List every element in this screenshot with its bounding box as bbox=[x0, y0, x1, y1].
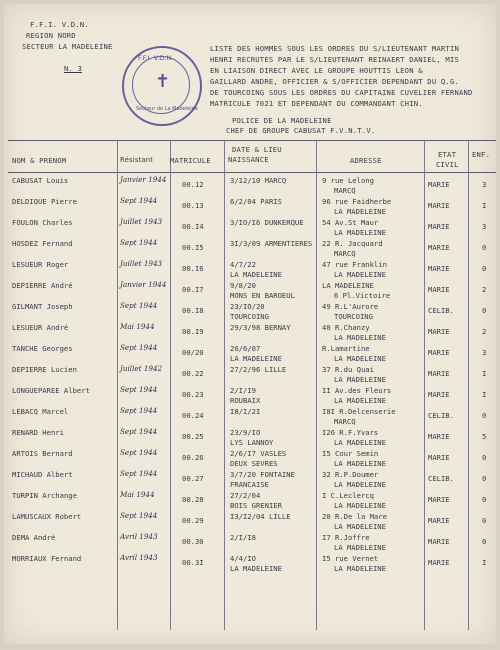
cell-date: 3/IO/I6 DUNKERQUE bbox=[230, 218, 304, 227]
cell-name: LEBACQ Marcel bbox=[12, 407, 69, 416]
col-header-etat: ETAT bbox=[438, 150, 457, 159]
column-divider bbox=[117, 140, 118, 630]
cell-enfants: I bbox=[482, 201, 487, 210]
cell-name: MORRIAUX Fernand bbox=[12, 554, 82, 563]
cell-date: 2/I/I9 bbox=[230, 386, 256, 395]
cell-enfants: 0 bbox=[482, 264, 487, 273]
cell-etat-civil: MARIE bbox=[428, 201, 450, 210]
cell-name: LESUEUR Roger bbox=[12, 260, 69, 269]
cell-date-line2: FRANCAISE bbox=[230, 480, 269, 489]
cell-address-line2: LA MADELEINE bbox=[334, 501, 386, 510]
cell-etat-civil: MARIE bbox=[428, 180, 450, 189]
cell-date: 23/9/IO bbox=[230, 428, 261, 437]
cell-address-line2: MARCQ bbox=[334, 186, 356, 195]
police-line: POLICE DE LA MADELEINE bbox=[232, 116, 332, 125]
cell-etat-civil: MARIE bbox=[428, 222, 450, 231]
col-header-adresse: ADRESSE bbox=[350, 156, 382, 165]
col-header-date1: DATE & LIEU bbox=[232, 145, 282, 154]
cell-name: DEMA André bbox=[12, 533, 56, 542]
col-header-name: NOM & PRENOM bbox=[12, 156, 67, 165]
header-secteur: SECTEUR LA MADELEINE bbox=[22, 42, 113, 51]
cell-etat-civil: MARIE bbox=[428, 390, 450, 399]
cell-date: 4/7/22 bbox=[230, 260, 256, 269]
cell-date: 3I/3/09 ARMENTIERES bbox=[230, 239, 313, 248]
cell-matricule: 00.I5 bbox=[182, 243, 204, 252]
cell-etat-civil: MARIE bbox=[428, 558, 450, 567]
cell-etat-civil: MARIE bbox=[428, 348, 450, 357]
cell-name: FOULON Charles bbox=[12, 218, 73, 227]
cell-date: I3/I2/04 LILLE bbox=[230, 512, 291, 521]
cell-enfants: 0 bbox=[482, 495, 487, 504]
cell-date: 2/I/I8 bbox=[230, 533, 256, 542]
cell-address: 9 rue Lelong bbox=[322, 176, 374, 185]
stamp-bottom-text: Secteur de La Madeleine bbox=[136, 106, 198, 112]
cell-etat-civil: CELIB. bbox=[428, 306, 454, 315]
cell-matricule: 00.I9 bbox=[182, 327, 204, 336]
cell-resistant: Juillet 1943 bbox=[120, 217, 163, 226]
cell-address-line2: LA MADELEINE bbox=[334, 438, 386, 447]
cell-resistant: Sept 1944 bbox=[120, 343, 158, 352]
cell-etat-civil: MARIE bbox=[428, 432, 450, 441]
cell-address-line2: TOURCOING bbox=[334, 312, 373, 321]
cell-matricule: 00.I7 bbox=[182, 285, 204, 294]
cell-address-line2: LA MADELEINE bbox=[334, 543, 386, 552]
cell-resistant: Janvier 1944 bbox=[120, 280, 167, 289]
cell-etat-civil: MARIE bbox=[428, 285, 450, 294]
cell-date: 6/2/04 PARIS bbox=[230, 197, 282, 206]
cell-address: I26 R.F.Yvars bbox=[322, 428, 379, 437]
cell-resistant: Sept 1944 bbox=[120, 238, 158, 247]
cell-enfants: 0 bbox=[482, 243, 487, 252]
document-number: N. 3 bbox=[64, 64, 83, 73]
cell-name: TANCHE Georges bbox=[12, 344, 73, 353]
col-header-enf: ENF. bbox=[472, 150, 491, 159]
table-top-rule bbox=[8, 140, 496, 141]
cell-resistant: Sept 1944 bbox=[120, 427, 158, 436]
cell-matricule: 00.I6 bbox=[182, 264, 204, 273]
cell-enfants: 2 bbox=[482, 285, 487, 294]
cell-etat-civil: MARIE bbox=[428, 453, 450, 462]
cell-matricule: 00.I4 bbox=[182, 222, 204, 231]
cell-etat-civil: MARIE bbox=[428, 264, 450, 273]
cell-resistant: Sept 1944 bbox=[120, 448, 158, 457]
lorraine-cross-icon: ✝ bbox=[155, 71, 171, 92]
cell-etat-civil: MARIE bbox=[428, 243, 450, 252]
cell-date-line2: LYS LANNOY bbox=[230, 438, 274, 447]
cell-matricule: 00.30 bbox=[182, 537, 204, 546]
cell-address: 22 R. Jacquard bbox=[322, 239, 383, 248]
cell-enfants: 3 bbox=[482, 348, 487, 357]
cell-address: 37 R.du Quai bbox=[322, 365, 374, 374]
cell-address-line2: LA MADELEINE bbox=[334, 522, 386, 531]
cell-date-line2: DEUX SEVRES bbox=[230, 459, 278, 468]
title-line: LISTE DES HOMMES SOUS LES ORDRES DU S/LIEUTENANT MARTIN bbox=[210, 44, 459, 53]
cell-resistant: Sept 1944 bbox=[120, 469, 158, 478]
cell-date-line2: ROUBAIX bbox=[230, 396, 261, 405]
cell-enfants: 3 bbox=[482, 180, 487, 189]
cell-resistant: Sept 1944 bbox=[120, 406, 158, 415]
cell-date: 2/6/I7 VASLES bbox=[230, 449, 287, 458]
cell-resistant: Avril 1943 bbox=[120, 532, 158, 541]
col-header-date2: NAISSANCE bbox=[228, 155, 269, 164]
title-line: HENRI RECRUTES PAR LE S/LIEUTENANT REINAERT DANIEL, MIS bbox=[210, 55, 459, 64]
cell-name: RENARD Henri bbox=[12, 428, 64, 437]
cell-resistant: Avril 1943 bbox=[120, 553, 158, 562]
cell-address-line2: LA MADELEINE bbox=[334, 270, 386, 279]
cell-address: I5 Cour Semin bbox=[322, 449, 379, 458]
cell-address-line2: MARCQ bbox=[334, 417, 356, 426]
cell-address: I8I R.Delcenserie bbox=[322, 407, 396, 416]
cell-date: 3/7/20 FONTAINE bbox=[230, 470, 295, 479]
cell-enfants: 5 bbox=[482, 432, 487, 441]
cell-name: DEPIERRE André bbox=[12, 281, 73, 290]
cell-matricule: 00.25 bbox=[182, 432, 204, 441]
cell-enfants: 2 bbox=[482, 327, 487, 336]
cell-etat-civil: MARIE bbox=[428, 369, 450, 378]
cell-date: 23/IO/20 bbox=[230, 302, 265, 311]
cell-resistant: Juillet 1942 bbox=[120, 364, 163, 373]
cell-enfants: 0 bbox=[482, 306, 487, 315]
cell-enfants: 0 bbox=[482, 516, 487, 525]
cell-name: MICHAUD Albert bbox=[12, 470, 73, 479]
column-divider bbox=[424, 140, 425, 630]
cell-date: 4/4/IO bbox=[230, 554, 256, 563]
cell-address: LA MADELEINE bbox=[322, 281, 374, 290]
document-sheet bbox=[4, 4, 496, 644]
cell-matricule: 00.I8 bbox=[182, 306, 204, 315]
cell-etat-civil: MARIE bbox=[428, 537, 450, 546]
cell-matricule: 00/20 bbox=[182, 348, 204, 357]
cell-matricule: 00.23 bbox=[182, 390, 204, 399]
cell-matricule: 00.29 bbox=[182, 516, 204, 525]
col-header-civil: CIVIL bbox=[436, 160, 459, 169]
cell-matricule: 00.27 bbox=[182, 474, 204, 483]
column-divider bbox=[224, 140, 225, 630]
cell-enfants: 0 bbox=[482, 411, 487, 420]
cell-date: 29/3/98 BERNAY bbox=[230, 323, 291, 332]
cell-date: I8/I/2I bbox=[230, 407, 261, 416]
column-divider bbox=[316, 140, 317, 630]
cell-address-line2: MARCQ bbox=[334, 249, 356, 258]
cell-resistant: Sept 1944 bbox=[120, 385, 158, 394]
cell-matricule: 00.13 bbox=[182, 201, 204, 210]
title-line: GAILLARD ANDRE, OFFICIER & S/OFFICIER DEPENDANT DU Q.G. bbox=[210, 77, 459, 86]
cell-matricule: 00.3I bbox=[182, 558, 204, 567]
cell-address-line2: 6 Pl.Victoire bbox=[334, 291, 391, 300]
cell-resistant: Sept 1944 bbox=[120, 511, 158, 520]
cell-date-line2: TOURCOING bbox=[230, 312, 269, 321]
cell-etat-civil: CELIB. bbox=[428, 474, 454, 483]
cell-resistant: Sept 1944 bbox=[120, 196, 158, 205]
cell-name: LONGUEPAREE Albert bbox=[12, 386, 90, 395]
cell-name: LAMUSCAUX Robert bbox=[12, 512, 82, 521]
cell-date-line2: BOIS GRENIER bbox=[230, 501, 282, 510]
cell-address-line2: LA MADELEINE bbox=[334, 354, 386, 363]
cell-date: 9/8/20 bbox=[230, 281, 256, 290]
cell-matricule: 00.26 bbox=[182, 453, 204, 462]
cell-address: 32 R.P.Doumer bbox=[322, 470, 379, 479]
title-line: DE TOURCOING SOUS LES ORDRES DU CAPITAINE CUVELIER FERNAND bbox=[210, 88, 473, 97]
cell-name: TURPIN Archange bbox=[12, 491, 77, 500]
cell-resistant: Mai 1944 bbox=[120, 322, 155, 331]
cell-enfants: 0 bbox=[482, 453, 487, 462]
column-divider bbox=[170, 140, 171, 630]
cell-etat-civil: MARIE bbox=[428, 495, 450, 504]
cell-address: 47 rue Franklin bbox=[322, 260, 387, 269]
cell-address: I C.Leclercq bbox=[322, 491, 374, 500]
cell-etat-civil: MARIE bbox=[428, 327, 450, 336]
cell-matricule: 00.24 bbox=[182, 411, 204, 420]
cell-address: 49 R.L'Aurore bbox=[322, 302, 379, 311]
cell-enfants: I bbox=[482, 558, 487, 567]
cell-address-line2: LA MADELEINE bbox=[334, 459, 386, 468]
cell-date-line2: MONS EN BAROEUL bbox=[230, 291, 295, 300]
cell-address-line2: LA MADELEINE bbox=[334, 207, 386, 216]
cell-enfants: I bbox=[482, 390, 487, 399]
cell-date: 26/6/07 bbox=[230, 344, 261, 353]
header-region: REGION NORD bbox=[26, 31, 76, 40]
title-line: MATRICULE 7021 ET DEPENDANT DU COMMANDANT CHIN. bbox=[210, 99, 423, 108]
cell-address: 54 Av.St Maur bbox=[322, 218, 379, 227]
cell-date: 3/12/10 MARCQ bbox=[230, 176, 287, 185]
title-line: EN LIAISON DIRECT AVEC LE GROUPE HOUTTIS LEON & bbox=[210, 66, 423, 75]
cell-address-line2: LA MADELEINE bbox=[334, 375, 386, 384]
cell-name: ARTOIS Bernard bbox=[12, 449, 73, 458]
cell-address: R.Lamartine bbox=[322, 344, 370, 353]
cell-name: DELDIQUE Pierre bbox=[12, 197, 77, 206]
cell-etat-civil: CELIB. bbox=[428, 411, 454, 420]
chef-groupe-line: CHEF DE GROUPE CABUSAT F.V.N.T.V. bbox=[226, 126, 376, 135]
cell-date: 27/2/04 bbox=[230, 491, 261, 500]
stamp-top-text: F.F.I. V.D.N. bbox=[138, 54, 174, 62]
cell-resistant: Juillet 1943 bbox=[120, 259, 163, 268]
cell-address: I7 R.Joffre bbox=[322, 533, 370, 542]
cell-name: DEPIERRE Lucien bbox=[12, 365, 77, 374]
cell-address: II Av.des Fleurs bbox=[322, 386, 392, 395]
cell-resistant: Janvier 1944 bbox=[120, 175, 167, 184]
cell-address: 96 rue Faidherbe bbox=[322, 197, 392, 206]
cell-address-line2: LA MADELEINE bbox=[334, 333, 386, 342]
cell-matricule: 00.28 bbox=[182, 495, 204, 504]
cell-resistant: Mai 1944 bbox=[120, 490, 155, 499]
cell-name: HOSDEZ Fernand bbox=[12, 239, 73, 248]
col-header-matricule: MATRICULE bbox=[170, 156, 211, 165]
cell-date-line2: LA MADELEINE bbox=[230, 354, 282, 363]
header-ffi: F.F.I. V.D.N. bbox=[30, 20, 89, 29]
cell-address: I5 rue Vernet bbox=[322, 554, 379, 563]
cell-date: 27/2/96 LILLE bbox=[230, 365, 287, 374]
cell-enfants: 0 bbox=[482, 474, 487, 483]
table-header-rule bbox=[8, 172, 496, 173]
ffi-stamp bbox=[122, 46, 202, 126]
cell-resistant: Sept 1944 bbox=[120, 301, 158, 310]
cell-enfants: 0 bbox=[482, 537, 487, 546]
cell-date-line2: LA MADELEINE bbox=[230, 270, 282, 279]
cell-name: GILMANT Joseph bbox=[12, 302, 73, 311]
cell-address-line2: LA MADELEINE bbox=[334, 564, 386, 573]
cell-enfants: I bbox=[482, 369, 487, 378]
cell-enfants: 3 bbox=[482, 222, 487, 231]
cell-name: CABUSAT Louis bbox=[12, 176, 69, 185]
column-divider bbox=[468, 140, 469, 630]
cell-matricule: 00.22 bbox=[182, 369, 204, 378]
cell-name: LESUEUR André bbox=[12, 323, 69, 332]
cell-address: 40 R.Chanzy bbox=[322, 323, 370, 332]
cell-date-line2: LA MADELEINE bbox=[230, 564, 282, 573]
cell-address-line2: LA MADELEINE bbox=[334, 480, 386, 489]
cell-matricule: 00.12 bbox=[182, 180, 204, 189]
cell-address-line2: LA MADELEINE bbox=[334, 228, 386, 237]
cell-address: 20 R.De la Mare bbox=[322, 512, 387, 521]
cell-address-line2: LA MADELEINE bbox=[334, 396, 386, 405]
col-header-resistant: Résistant bbox=[120, 156, 154, 164]
cell-etat-civil: MARIE bbox=[428, 516, 450, 525]
